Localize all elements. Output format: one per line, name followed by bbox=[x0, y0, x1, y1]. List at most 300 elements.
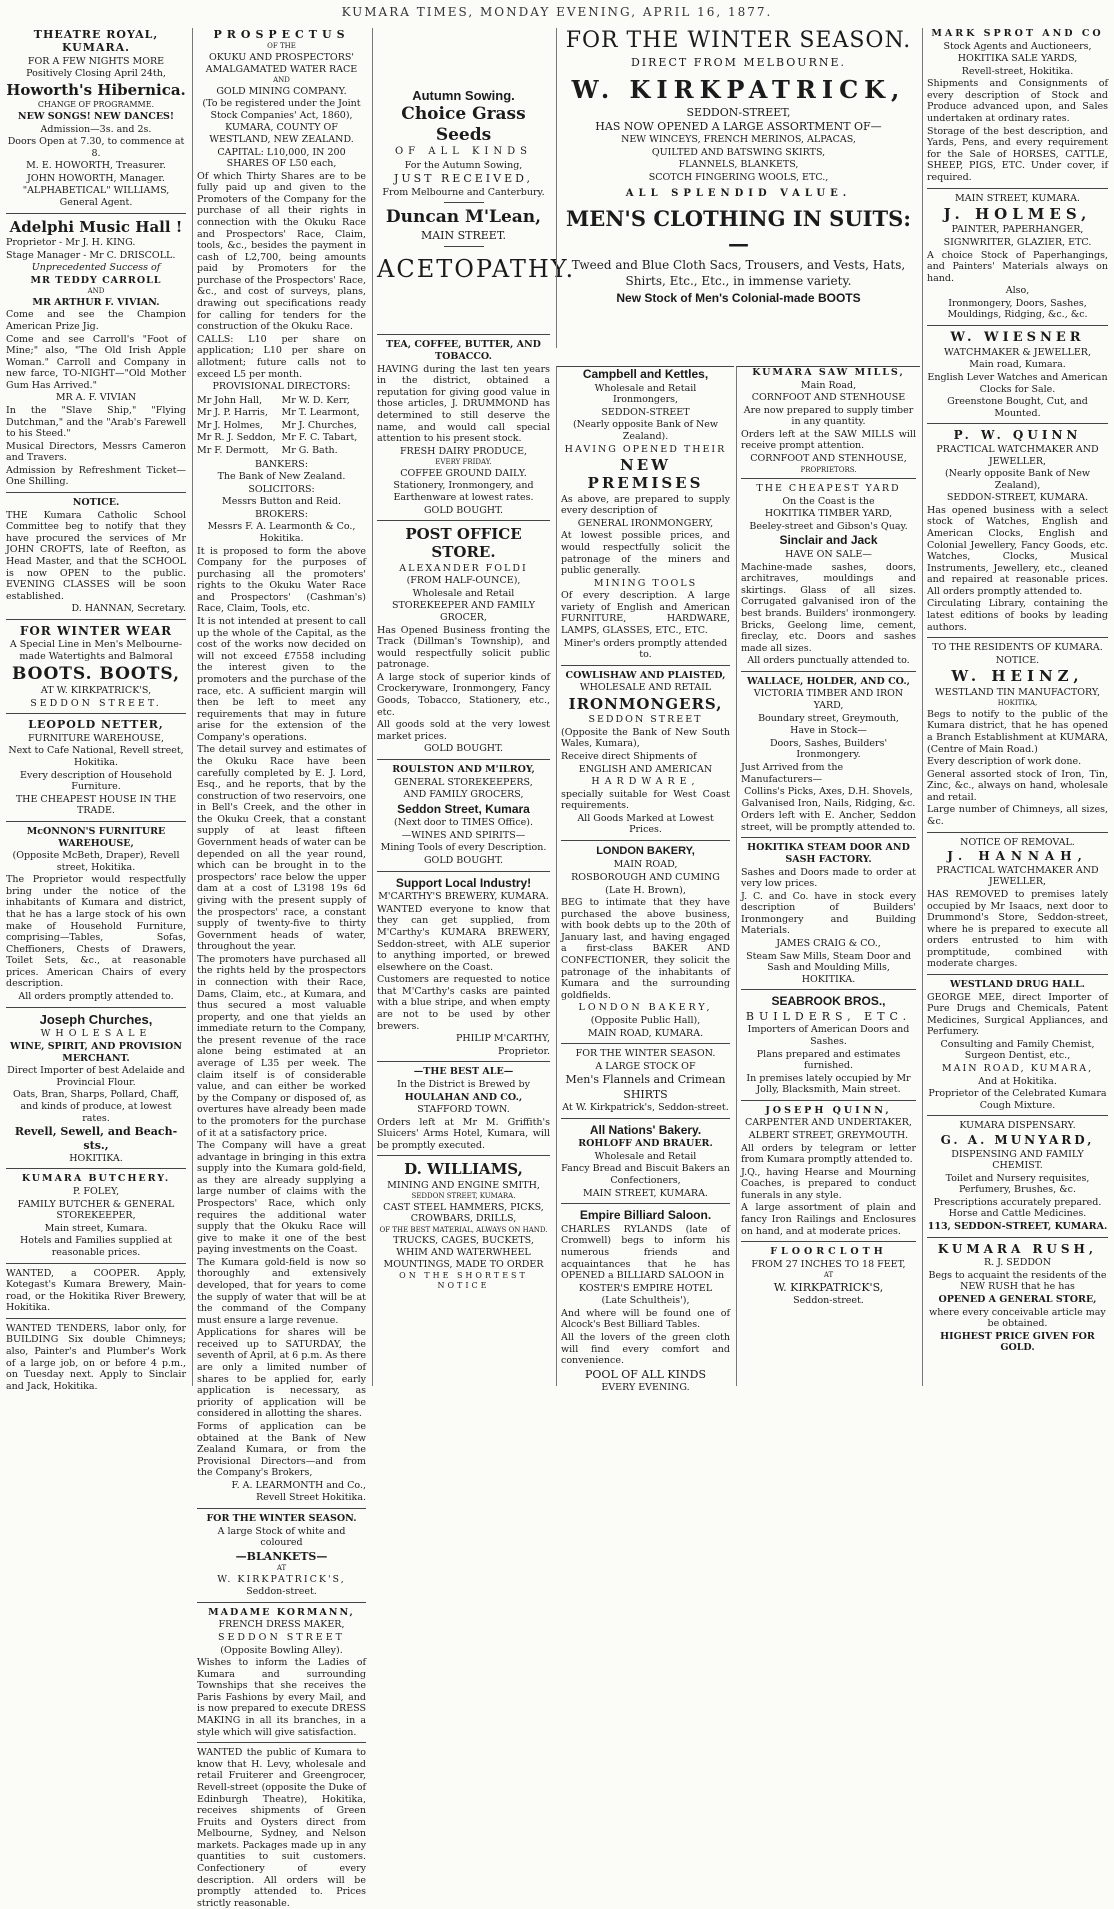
butchery-title: KUMARA BUTCHERY. bbox=[21, 1173, 171, 1185]
divider bbox=[6, 1007, 186, 1008]
divider bbox=[6, 1168, 186, 1169]
mconnon-body: The Proprietor would respectfully bring under the notice of the inhabitants of Kumara and district, that he has a large stock of his own make of Household Furniture, comprising—Tables, Sofas, Cheffioners, Chests of Drawers, Toilet Sets, &c., at reasonable prices. American Chairs of every description. bbox=[6, 874, 186, 990]
adelphi-line: In the "Slave Ship," "Flying Dutchman," and the "Arab's Farewell to his Steed." bbox=[6, 404, 186, 440]
wiesner-line: Main road, Kumara. bbox=[969, 359, 1066, 371]
butchery-line: FAMILY BUTCHER & GENERAL STOREKEEPER, bbox=[17, 1198, 175, 1222]
director-name: Mr R. J. Seddon, bbox=[197, 432, 276, 444]
roulston-line: Seddon Street, Kumara bbox=[397, 801, 530, 816]
director-name: Mr J. Churches, bbox=[281, 419, 357, 431]
theatre-line: "ALPHABETICAL" WILLIAMS, General Agent. bbox=[22, 185, 170, 209]
winter-wear-line: AT W. KIRKPATRICK'S, bbox=[40, 685, 152, 697]
wiesner-line: WATCHMAKER & JEWELLER, bbox=[944, 346, 1091, 358]
timber-yard-line: On the Coast is the bbox=[782, 495, 875, 507]
notice-title: NOTICE. bbox=[72, 497, 120, 509]
quinn-line: CARPENTER AND UNDERTAKER, bbox=[745, 1117, 912, 1129]
prospectus-line: (To be registered under the Joint Stock Companies' Act, 1860), bbox=[202, 98, 361, 121]
winter-season-title: FOR THE WINTER SEASON. bbox=[206, 1513, 357, 1524]
flannels-line: A LARGE STOCK OF bbox=[595, 1060, 696, 1072]
foldi-body: A large stock of superior kinds of Crockeryware, Ironmongery, Fancy Goods, Tobacco, Stationery, etc., etc. bbox=[377, 671, 550, 718]
director-name: Mr F. Dermott, bbox=[197, 444, 269, 456]
dispensary-ad bbox=[927, 1120, 1108, 1232]
prospectus-para: It is proposed to form the above Company for the purposes of purchasing all the promoters' rights to the Okuku Water Race and Prospectors' (Cashman's) Race, Claim, Tools, etc. bbox=[197, 545, 366, 615]
kormann-line: FRENCH DRESS MAKER, bbox=[218, 1619, 345, 1631]
foldi-line: Wholesale and Retail bbox=[412, 587, 515, 599]
holmes-line: MAIN STREET, KUMARA. bbox=[955, 192, 1080, 204]
campbell-line: Wholesale and Retail Ironmongers, bbox=[594, 382, 697, 406]
empire-line: EVERY EVENING. bbox=[601, 1382, 690, 1394]
london-bakery-body: BEG to intimate that they have purchased the above business, with book debts up to the 20th of January last, and having engaged a first-class BAKER AND CONFECTIONER, they solicit the patronage of the inhabitants of Kumara and the surrounding goldfields. bbox=[561, 897, 730, 1001]
adelphi-line: Admission by Refreshment Ticket—One Shilling. bbox=[6, 464, 186, 488]
drummond-line: Stationery, Ironmongery, and Earthenware at lowest rates. bbox=[393, 480, 534, 503]
holmes-line: Also, bbox=[1005, 285, 1030, 297]
drummond-line: EVERY FRIDAY. bbox=[435, 458, 492, 467]
director-name: Mr G. Bath. bbox=[281, 444, 338, 456]
dispensary-line: Prescriptions accurately prepared. Horse and Cattle Medicines. bbox=[933, 1196, 1102, 1220]
all-nations-title: All Nations' Bakery. bbox=[589, 1122, 702, 1137]
williams-line: CAST STEEL HAMMERS, PICKS, CROWBARS, DRILLS, bbox=[383, 1201, 544, 1225]
column-5 bbox=[922, 28, 1112, 1386]
empire-line: And where will be found one of Alcock's Best Billiard Tables. bbox=[561, 1307, 730, 1331]
seabrook-line: Plans prepared and estimates furnished. bbox=[756, 1048, 901, 1072]
divider bbox=[741, 478, 916, 479]
williams-line: SEDDON STREET, KUMARA. bbox=[411, 1192, 516, 1201]
kormann-body: Wishes to inform the Ladies of Kumara and surrounding Townships that she receives the Paris Fashions by every Mail, and is now prepared to execute DRESS MAKING in all its branches, in a style which will give satisfaction. bbox=[197, 1657, 366, 1738]
williams-line: TRUCKS, CAGES, BUCKETS, WHIM AND WATERWHEEL MOUNTINGS, MADE TO ORDER bbox=[383, 1235, 544, 1270]
foldi-body: All goods sold at the very lowest market prices. bbox=[377, 719, 550, 742]
flannels-line: At W. Kirkpatrick's, Seddon-street. bbox=[562, 1102, 729, 1114]
divider bbox=[377, 334, 550, 335]
divider bbox=[927, 1115, 1108, 1116]
heinz-line: HOKITIKA, bbox=[997, 699, 1038, 708]
saw-mills-line: Orders left at the SAW MILLS will receive prompt attention. bbox=[741, 428, 916, 452]
quinn-line: ALBERT STREET, GREYMOUTH. bbox=[748, 1129, 909, 1141]
dispensary-line: G. A. MUNYARD, bbox=[940, 1132, 1095, 1147]
london-bakery-line: (Opposite Public Hall), bbox=[590, 1014, 701, 1026]
quinn-line: A large assortment of plain and fancy Iron Railings and Enclosures on hand, and at moderate prices. bbox=[741, 1202, 916, 1237]
seabrook-line: Importers of American Doors and Sashes. bbox=[747, 1024, 910, 1047]
theatre-title: THEATRE ROYAL, KUMARA. bbox=[33, 28, 159, 55]
drug-hall-ad bbox=[927, 979, 1108, 1111]
director-name: Mr F. C. Tabart, bbox=[281, 432, 358, 444]
wallace-title: WALLACE, HOLDER, AND CO., bbox=[747, 675, 910, 687]
churches-line: Oats, Bran, Sharps, Pollard, Chaff, and kinds of produce, at lowest rates. bbox=[13, 1089, 179, 1124]
saw-mills-line: CORNFOOT AND STENHOUSE bbox=[751, 392, 906, 404]
removal-title: NOTICE OF REMOVAL. bbox=[960, 836, 1075, 848]
drug-hall-line: MAIN ROAD, KUMARA, bbox=[941, 1063, 1094, 1075]
adelphi-title: Adelphi Music Hall ! bbox=[9, 217, 183, 236]
theatre-line: Admission—3s. and 2s. bbox=[40, 123, 152, 135]
winter-season-line: AT bbox=[276, 1564, 287, 1573]
floorcloth-line: AT bbox=[823, 1271, 834, 1280]
roulston-line: (Next door to TIMES Office). bbox=[394, 817, 533, 829]
prospectus-line: GOLD MINING COMPANY. bbox=[216, 85, 347, 97]
drummond-line: FRESH DAIRY PRODUCE, bbox=[399, 445, 528, 457]
heinz-line: WESTLAND TIN MANUFACTORY, bbox=[935, 686, 1100, 698]
director-name: Mr John Hall, bbox=[197, 394, 263, 406]
london-bakery-line: ROSBOROUGH AND CUMING bbox=[571, 872, 720, 883]
divider bbox=[6, 821, 186, 822]
kormann-title: MADAME KORMANN, bbox=[208, 1606, 355, 1618]
divider bbox=[197, 1742, 366, 1743]
winter-season-line: —BLANKETS— bbox=[235, 1549, 328, 1563]
campbell-line: GENERAL IRONMONGERY, bbox=[577, 517, 714, 529]
best-ale-line: STAFFORD TOWN. bbox=[417, 1104, 510, 1116]
foldi-body: Has Opened Business fronting the Track (Dillman's Township), and would respectfully solicit public patronage. bbox=[377, 624, 550, 671]
divider bbox=[927, 188, 1108, 189]
divider bbox=[6, 213, 186, 214]
steam-factory-line: J. C. and Co. have in stock every description of Builders' Ironmongery and Building Materials. bbox=[741, 890, 916, 937]
cowlishaw-title: COWLISHAW AND PLAISTED, bbox=[565, 669, 726, 681]
london-bakery-line: LONDON BAKERY, bbox=[578, 1002, 713, 1014]
empire-line: POOL OF ALL KINDS bbox=[585, 1367, 706, 1381]
divider bbox=[377, 1155, 550, 1156]
drummond-line: COFFEE GROUND DAILY. bbox=[400, 467, 527, 479]
support-title: Support Local Industry! bbox=[395, 875, 532, 890]
empire-body: CHARLES RYLANDS (late of Cromwell) begs to inform his numerous friends and acquaintances that he has OPENED a BILLIARD SALOON in bbox=[561, 1223, 730, 1282]
heinz-line: Every description of work done. bbox=[927, 756, 1082, 768]
empire-line: All the lovers of the green cloth will find every comfort and convenience. bbox=[561, 1331, 730, 1367]
winter-season-ad bbox=[197, 1513, 366, 1598]
director-name: Mr J. Holmes, bbox=[197, 419, 263, 431]
spacer bbox=[377, 28, 550, 88]
acetopathy-title: ACETOPATHY. bbox=[377, 255, 576, 284]
sprot-line: Stock Agents and Auctioneers, bbox=[943, 40, 1092, 52]
cooper-ad: WANTED, a COOPER. Apply, Kotegast's Kumara Brewery, Main-road, or the Hokitika River Brewery, Hokitika. bbox=[6, 1267, 186, 1314]
netter-line: Every description of Household Furniture. bbox=[20, 769, 172, 793]
spacer bbox=[377, 286, 550, 330]
column-4-header bbox=[556, 28, 920, 348]
best-ale-ad bbox=[377, 1066, 550, 1151]
divider bbox=[561, 1043, 730, 1044]
theatre-line: CHANGE OF PROGRAMME. bbox=[37, 100, 155, 110]
all-nations-ad bbox=[561, 1123, 730, 1200]
campbell-line: SEDDON-STREET bbox=[601, 406, 690, 418]
sprot-line: Revell-street, Hokitika. bbox=[961, 65, 1074, 77]
roulston-line: Mining Tools of every Description. bbox=[380, 842, 547, 854]
column-2 bbox=[192, 28, 370, 1909]
mconnon-title: McONNON'S FURNITURE WAREHOUSE, bbox=[26, 825, 166, 849]
churches-title: Joseph Churches, bbox=[39, 1011, 153, 1027]
mclean-title: Duncan M'Lean, bbox=[385, 207, 542, 228]
best-ale-line: Orders left at Mr M. Griffith's Sluicers' Arms Hotel, Kumara, will be promptly executed. bbox=[377, 1116, 550, 1151]
flannels-line: Men's Flannels and Crimean bbox=[565, 1073, 726, 1087]
steam-factory-line: Sashes and Doors made to order at very low prices. bbox=[741, 866, 916, 890]
wiesner-ad bbox=[927, 330, 1108, 419]
roulston-line: —WINES AND SPIRITS— bbox=[401, 829, 526, 841]
steam-factory-ad bbox=[741, 842, 916, 985]
foldi-line: GOLD BOUGHT. bbox=[423, 743, 504, 755]
saw-mills-title: KUMARA SAW MILLS, bbox=[752, 367, 905, 378]
notice-ad bbox=[6, 497, 186, 615]
kirk-winter-title: FOR THE WINTER SEASON. bbox=[565, 28, 912, 53]
men-line: Tweed and Blue Cloth Sacs, Trousers, and Vests, Hats, bbox=[571, 258, 906, 273]
london-bakery-line: MAIN ROAD, KUMARA. bbox=[587, 1027, 704, 1039]
cowlishaw-line: specially suitable for West Coast requirements. bbox=[561, 788, 730, 812]
quinn-ad bbox=[741, 1105, 916, 1237]
divider bbox=[377, 1061, 550, 1062]
empire-title: Empire Billiard Saloon. bbox=[579, 1208, 712, 1223]
heinz-line: NOTICE. bbox=[995, 654, 1040, 666]
prospectus-directors-title: PROVISIONAL DIRECTORS: bbox=[212, 381, 351, 393]
directors-left bbox=[197, 394, 282, 458]
kirk-line: DIRECT FROM MELBOURNE. bbox=[630, 55, 847, 69]
heinz-line: Begs to notify to the public of the Kumara district, that he has opened a Branch Establishment at KUMARA, (Centre of Main Road.) bbox=[927, 708, 1108, 755]
prospectus-para: Applications for shares will be received up to SATURDAY, the seventh of April, at 6 p.m. As there are only a limited number of shares to be applied for, early application is necessary, as priority of application will be considered in allotting the shares. bbox=[197, 1327, 366, 1420]
kirk-line: ALL SPLENDID VALUE. bbox=[625, 187, 852, 199]
kirkpatrick-ad bbox=[561, 28, 916, 306]
men-boots: New Stock of Men's Colonial-made BOOTS bbox=[616, 291, 861, 306]
winter-wear-line: SEDDON STREET. bbox=[30, 697, 162, 709]
campbell-line: As above, are prepared to supply every description of bbox=[561, 493, 730, 517]
men-line: Shirts, Etc., Etc., in immense variety. bbox=[625, 273, 852, 288]
adelphi-line: AND bbox=[87, 287, 105, 296]
adelphi-ad bbox=[6, 218, 186, 488]
london-bakery-line: MAIN ROAD, bbox=[613, 859, 678, 871]
prospectus-line: KUMARA, COUNTY OF WESTLAND, NEW ZEALAND. bbox=[209, 122, 354, 145]
london-bakery-line: (Late H. Brown), bbox=[605, 884, 686, 896]
adelphi-line: Proprietor - Mr J. H. KING. bbox=[6, 236, 136, 248]
campbell-ad bbox=[561, 367, 730, 661]
heinz-line: General assorted stock of Iron, Tin, Zinc, &c., always on hand, wholesale and retail. bbox=[927, 768, 1108, 803]
churches-line: Direct Importer of best Adelaide and Provincial Flour. bbox=[7, 1065, 185, 1088]
saw-mills-line: CORNFOOT AND STENHOUSE, bbox=[750, 453, 907, 465]
divider bbox=[927, 974, 1108, 975]
churches-line: Revell, Sewell, and Beach-sts., bbox=[14, 1125, 178, 1152]
foldi-line: ALEXANDER FOLDI bbox=[399, 562, 528, 574]
sprot-line: HOKITIKA SALE YARDS, bbox=[957, 53, 1078, 65]
cowlishaw-ad bbox=[561, 670, 730, 836]
notice-signature: D. HANNAN, Secretary. bbox=[71, 603, 186, 615]
floorcloth-line: FROM 27 INCHES TO 18 FEET, bbox=[751, 1258, 906, 1270]
adelphi-line: MR TEDDY CARROLL bbox=[30, 274, 162, 286]
butchery-ad bbox=[6, 1173, 186, 1258]
cowlishaw-line: ENGLISH AND AMERICAN bbox=[578, 763, 713, 775]
roulston-line: ROULSTON AND M'ILROY, bbox=[392, 763, 535, 775]
kormann-line: SEDDON STREET bbox=[217, 1631, 345, 1643]
prospectus-para: The Company will have a great advantage in bringing in this extra supply into the Kumara gold-field, as they are already supplying a large number of claims with the Prospectors' Race, which only requires the additional water supply that the Okuku Race will give to make it one of the best paying investments on the Coast. bbox=[197, 1140, 366, 1256]
kormann-line: (Opposite Bowling Alley). bbox=[220, 1644, 343, 1656]
churches-ad bbox=[6, 1012, 186, 1165]
hannah-line: PRACTICAL WATCHMAKER AND JEWELLER, bbox=[936, 864, 1099, 888]
prospectus-line: AND bbox=[273, 76, 290, 85]
empire-ad bbox=[561, 1208, 730, 1394]
roulston-ad bbox=[377, 764, 550, 867]
holmes-ad bbox=[927, 193, 1108, 322]
autumn-title: Autumn Sowing. bbox=[412, 88, 515, 103]
divider bbox=[741, 989, 916, 990]
dispensary-line: Toilet and Nursery requisites, Perfumery, Brushes, &c. bbox=[945, 1172, 1090, 1196]
seabrook-title: SEABROOK BROS., bbox=[771, 994, 886, 1009]
cowlishaw-line: All Goods Marked at Lowest Prices. bbox=[577, 812, 714, 836]
prospectus-para: CALLS: L10 per share on application; L10 per share on allotment; future calls not to exceed L5 per month. bbox=[197, 333, 366, 380]
divider bbox=[741, 1241, 916, 1242]
theatre-show: Howorth's Hibernica. bbox=[6, 80, 186, 99]
kirk-line: SEDDON-STREET, bbox=[686, 105, 791, 119]
saw-mills-line: Are now prepared to supply timber in any quantity. bbox=[743, 404, 914, 428]
quinn-title: JOSEPH QUINN, bbox=[765, 1104, 892, 1116]
sprot-title: MARK SPROT AND CO bbox=[931, 28, 1104, 39]
rohloff-line: MAIN STREET, KUMARA. bbox=[583, 1187, 708, 1199]
theatre-line: JOHN HOWORTH, Manager. bbox=[27, 172, 165, 184]
drummond-body: HAVING during the last ten years in the district, obtained a reputation for giving good value in those articles, J. DRUMMOND has determined to still deserve the name, and would call special attention to his present stock. bbox=[377, 363, 550, 445]
column-1 bbox=[2, 28, 190, 1392]
mconnon-ad bbox=[6, 826, 186, 1003]
dispensary-title: KUMARA DISPENSARY. bbox=[959, 1120, 1076, 1132]
divider bbox=[6, 619, 186, 620]
prospectus-line: BROKERS: bbox=[255, 508, 308, 520]
winter-wear-ad bbox=[6, 624, 186, 710]
wiesner-line: Greenstone Bought, Cut, and Mounted. bbox=[947, 396, 1088, 419]
adelphi-line: Musical Directors, Messrs Cameron and Travers. bbox=[6, 440, 186, 464]
cowlishaw-line: IRONMONGERS, bbox=[568, 694, 723, 713]
flannels-ad bbox=[561, 1048, 730, 1114]
prospectus-signature: Revell Street Hokitika. bbox=[256, 1492, 366, 1504]
autumn-ad bbox=[377, 88, 576, 284]
seabrook-ad bbox=[741, 994, 916, 1096]
saw-mills-line: Main Road, bbox=[800, 379, 857, 391]
director-name: Mr T. Learmont, bbox=[281, 407, 360, 419]
kumara-rush-line: HIGHEST PRICE GIVEN FOR GOLD. bbox=[940, 1330, 1095, 1354]
steam-factory-title: HOKITIKA STEAM DOOR AND SASH FACTORY. bbox=[747, 842, 910, 865]
rohloff-line: Fancy Bread and Biscuit Bakers an Confectioners, bbox=[561, 1163, 730, 1186]
sinclair-line: All orders punctually attended to. bbox=[747, 655, 910, 667]
sinclair-line: HAVE ON SALE— bbox=[785, 549, 872, 561]
campbell-line: Miner's orders promptly attended to. bbox=[563, 637, 728, 661]
prospectus-ad bbox=[197, 28, 366, 1504]
autumn-line: From Melbourne and Canterbury. bbox=[382, 186, 545, 198]
mconnon-line: (Opposite McBeth, Draper), Revell street, Hokitika. bbox=[12, 850, 180, 873]
butchery-line: Hotels and Families supplied at reasonable prices. bbox=[20, 1235, 172, 1258]
saw-mills-line: PROPRIETORS. bbox=[800, 465, 857, 474]
divider bbox=[444, 246, 484, 247]
foldi-line: (FROM HALF-OUNCE), bbox=[406, 575, 521, 587]
holmes-line: PAINTER, PAPERHANGER, bbox=[951, 224, 1084, 236]
divider bbox=[6, 1318, 186, 1319]
prospectus-line: The Bank of New Zealand. bbox=[217, 471, 346, 483]
adelphi-line: Stage Manager - Mr C. DRISCOLL. bbox=[6, 249, 176, 261]
divider bbox=[444, 202, 484, 203]
cowlishaw-line: (Opposite the Bank of New South Wales, Kumara), bbox=[561, 726, 730, 750]
theatre-line: Positively Closing April 24th, bbox=[26, 68, 166, 80]
williams-line: OF THE BEST MATERIAL, ALWAYS ON HAND. bbox=[379, 1225, 548, 1234]
prospectus-para: The detail survey and estimates of the Okuku Race have been carefully completed by E. J. Lord, Esq., and he reports, that by the construction of two reservoirs, one in Bell's Creek, and the other in the Okuku Creek, that a constant supply of at least fifteen Government heads of water can be depended on all the year round, which can be brought in to the prospectors' race below the upper dam at a cost of L3198 19s 6d giving with the present supply of the prospectors' race, a constant supply of twenty-five to thirty Government heads of water, throughout the year. bbox=[197, 744, 366, 953]
mccarthy-body: WANTED everyone to know that they can get supplied, from M'Carthy's KUMARA BREWERY, Seddon-street, with ALE superior to anything imported, or brewed elsewhere on the Coast. bbox=[377, 903, 550, 973]
campbell-line: MINING TOOLS bbox=[593, 577, 698, 589]
pquinn-title: P. W. QUINN bbox=[953, 428, 1082, 443]
theatre-line: M. E. HOWORTH, Treasurer. bbox=[26, 160, 166, 172]
timber-yard-ad bbox=[741, 483, 916, 667]
wallace-line: VICTORIA TIMBER AND IRON YARD, bbox=[753, 688, 904, 712]
prospectus-line: OF THE bbox=[267, 42, 296, 51]
divider bbox=[197, 1602, 366, 1603]
empire-line: (Late Schultheis'), bbox=[601, 1295, 690, 1307]
cowlishaw-line: Receive direct Shipments of bbox=[561, 750, 697, 762]
divider bbox=[741, 671, 916, 672]
london-bakery-title: LONDON BAKERY, bbox=[596, 845, 695, 858]
pquinn-line: SEDDON-STREET, KUMARA. bbox=[946, 492, 1089, 504]
kumara-rush-line: Begs to acquaint the residents of the NEW RUSH that he has bbox=[928, 1269, 1107, 1293]
heinz-ad bbox=[927, 642, 1108, 827]
williams-title: D. WILLIAMS, bbox=[404, 1160, 523, 1179]
campbell-line: HAVING OPENED THEIR bbox=[564, 443, 727, 455]
roulston-line: GOLD BOUGHT. bbox=[423, 855, 504, 867]
divider bbox=[377, 520, 550, 521]
netter-line: THE CHEAPEST HOUSE IN THE TRADE. bbox=[15, 793, 177, 817]
prospectus-signature: F. A. LEARMONTH and Co., bbox=[231, 1479, 366, 1491]
prospectus-line: Messrs F. A. Learmonth & Co., Hokitika. bbox=[207, 521, 356, 545]
divider bbox=[6, 1263, 186, 1264]
prospectus-para: The Kumara gold-field is now so thoroughly and extensively developed, that for years to come the supply of water that will be at the command of the Company must ensure a large revenue. bbox=[197, 1256, 366, 1326]
quinn-line: All orders by telegram or letter from Kumara promptly attended to. bbox=[741, 1142, 916, 1166]
theatre-ad bbox=[6, 28, 186, 209]
adelphi-line: Unprecedented Success of bbox=[31, 262, 161, 274]
heinz-line: Large number of Chimneys, all sizes, &c. bbox=[927, 804, 1108, 827]
williams-line: MINING AND ENGINE SMITH, bbox=[387, 1179, 540, 1191]
divider bbox=[561, 1118, 730, 1119]
mclean-line: MAIN STREET. bbox=[420, 228, 507, 242]
heinz-title: W. HEINZ, bbox=[951, 667, 1084, 686]
campbell-line: Of every description. A large variety of English and American FURNITURE, HARDWARE, LAMPS, GLASSES, ETC., ETC. bbox=[561, 590, 730, 637]
netter-line: Next to Cafe National, Revell street, Hokitika. bbox=[8, 745, 184, 769]
timber-yard-line: Beeley-street and Gibson's Quay. bbox=[749, 520, 908, 532]
drug-hall-line: GEORGE MEE, direct Importer of Pure Drugs and Chemicals, Patent Medicines, Surgical Appliances, and Perfumery. bbox=[927, 991, 1108, 1038]
divider bbox=[561, 840, 730, 841]
netter-ad bbox=[6, 718, 186, 816]
empire-line: KOSTER'S EMPIRE HOTEL bbox=[578, 1282, 713, 1294]
winter-wear-line: A Special Line in Men's Melbourne-made Watertights and Balmoral bbox=[9, 639, 183, 663]
director-name: Mr W. D. Kerr, bbox=[281, 394, 350, 406]
kormann-ad bbox=[197, 1607, 366, 1738]
butchery-line: Main street, Kumara. bbox=[44, 1222, 148, 1234]
london-bakery-ad bbox=[561, 845, 730, 1039]
campbell-line: At lowest possible prices, and would respectfully solicit the patronage of the miners and public generally. bbox=[561, 530, 730, 577]
drug-hall-line: Consulting and Family Chemist, Surgeon Dentist, etc., bbox=[940, 1038, 1095, 1062]
men-clothing-title: MEN'S CLOTHING IN SUITS:— bbox=[565, 205, 912, 257]
hannah-line: HAS REMOVED to premises lately occupied by Mr Isaacs, next door to Drummond's Store, Seddon-street, where he is prepared to execute all orders entrusted to him with promptitude, combined with moderate charges. bbox=[927, 888, 1108, 970]
cowlishaw-line: SEDDON STREET bbox=[588, 714, 703, 726]
campbell-line: (Nearly opposite Bank of New Zealand). bbox=[572, 419, 719, 442]
drummond-ad bbox=[377, 339, 550, 516]
cowlishaw-line: WHOLESALE AND RETAIL bbox=[579, 682, 712, 694]
churches-line: WHOLESALE bbox=[40, 1028, 152, 1040]
prospectus-line: BANKERS: bbox=[254, 458, 309, 470]
cowlishaw-line: HARDWARE, bbox=[591, 776, 700, 788]
seabrook-line: In premises lately occupied by Mr Jolly, Blacksmith, Main street. bbox=[746, 1072, 911, 1096]
wallace-line: Orders left with E. Ancher, Seddon street, will be promptly attended to. bbox=[741, 810, 916, 833]
mccarthy-ad bbox=[377, 876, 550, 1058]
prospectus-para: Of which Thirty Shares are to be fully paid up and given to the Promoters of the Company for the purchase of all their rights in connection with the Okuku Race and Prospectors' Race, Claim, tools, &c., besides the payment in cash of L2,700, being amounts paid by Promoters for the purchase of the Prospectors' Race, &c., and cost of surveys, plans, drawing out specifications ready for calling for tenders for the construction of the Okuku Race. bbox=[197, 170, 366, 333]
roulston-line: AND FAMILY GROCERS, bbox=[403, 789, 524, 801]
wiesner-title: W. WIESNER bbox=[950, 330, 1085, 346]
mccarthy-line: M'CARTHY'S BREWERY, KUMARA. bbox=[378, 891, 549, 903]
director-name: Mr J. P. Harris, bbox=[197, 407, 268, 419]
theatre-line: FOR A FEW NIGHTS MORE bbox=[27, 55, 165, 67]
kumara-rush-line: where every conceivable article may be obtained. bbox=[929, 1306, 1106, 1330]
notice-body: THE Kumara Catholic School Committee beg to notify that they have procured the services of Mr JOHN CROFTS, late of Reefton, as Head Master, and that the SCHOOL is now OPEN to the public. EVENING CLASSES will be soon established. bbox=[6, 509, 186, 602]
kirk-line: NEW WINCEYS, FRENCH MERINOS, ALPACAS, bbox=[621, 134, 856, 146]
column-4b bbox=[736, 366, 920, 1386]
wallace-line: Collins's Picks, Axes, D.H. Shovels, Galvanised Iron, Nails, Ridging, &c. bbox=[741, 786, 916, 809]
divider bbox=[197, 1508, 366, 1509]
divider bbox=[377, 871, 550, 872]
autumn-line: For the Autumn Sowing, bbox=[404, 159, 523, 171]
kirk-line: QUILTED AND BATSWING SKIRTS, bbox=[651, 146, 826, 158]
wallace-ad bbox=[741, 676, 916, 834]
holmes-line: SIGNWRITER, GLAZIER, ETC. bbox=[943, 236, 1092, 248]
williams-line: ON THE SHORTEST NOTICE bbox=[399, 1271, 528, 1290]
sprot-ad bbox=[927, 28, 1108, 184]
butchery-line: P. FOLEY, bbox=[72, 1186, 120, 1198]
